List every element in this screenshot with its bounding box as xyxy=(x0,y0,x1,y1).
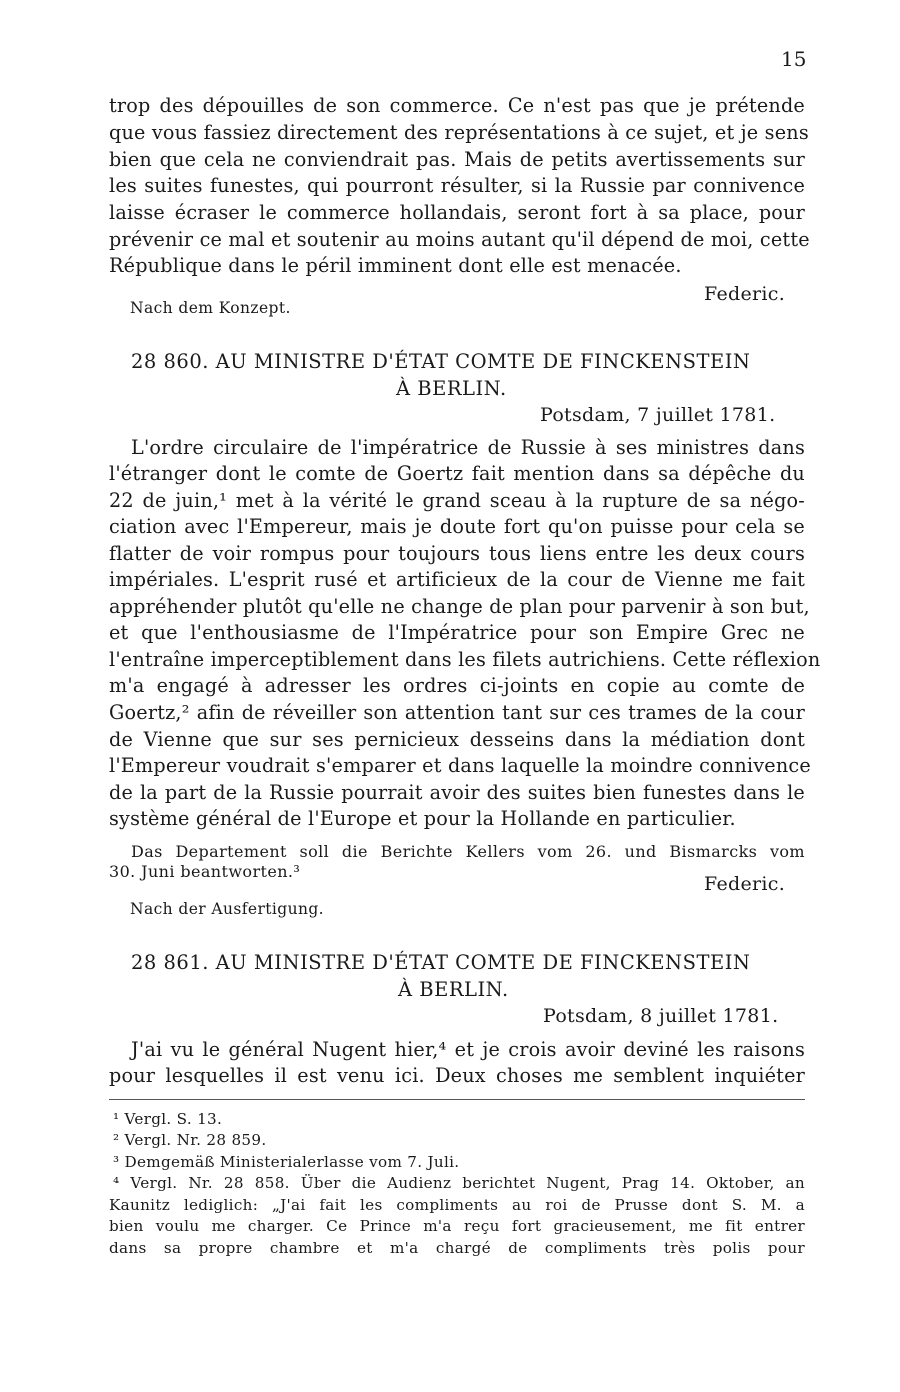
intro-line: République dans le péril imminent dont elle est menacée. xyxy=(109,254,682,277)
footnote: ³ Demgemäß Ministerialerlasse vom 7. Juli. xyxy=(113,1153,460,1171)
letter-body-line: de Vienne que sur ses pernicieux desseins dans la médiation dont xyxy=(109,728,805,751)
footnote-continuation: dans sa propre chambre et m'a chargé de compliments très polis pour xyxy=(109,1239,805,1257)
letter-heading-city: À BERLIN. xyxy=(398,978,509,1001)
letter-heading-city: À BERLIN. xyxy=(396,377,507,400)
intro-line: les suites funestes, qui pourront résulter, si la Russie par connivence xyxy=(109,174,805,197)
letter-place-date: Potsdam, 8 juillet 1781. xyxy=(543,1005,779,1027)
letter-body-line: J'ai vu le général Nugent hier,⁴ et je crois avoir deviné les raisons xyxy=(131,1038,805,1061)
department-note: Das Departement soll die Berichte Kellers vom 26. und Bismarcks vom xyxy=(131,842,805,861)
letter-place-date: Potsdam, 7 juillet 1781. xyxy=(540,404,776,426)
letter-body-line: l'entraîne imperceptiblement dans les filets autrichiens. Cette réflexion xyxy=(109,648,821,671)
footnote: ⁴ Vergl. Nr. 28 858. Über die Audienz berichtet Nugent, Prag 14. Oktober, an xyxy=(113,1174,805,1192)
intro-signature: Federic. xyxy=(704,283,786,305)
intro-line: prévenir ce mal et soutenir au moins autant qu'il dépend de moi, cette xyxy=(109,228,810,251)
intro-line: trop des dépouilles de son commerce. Ce n'est pas que je prétende xyxy=(109,94,805,117)
footnote: ² Vergl. Nr. 28 859. xyxy=(113,1131,267,1149)
letter-body-line: 22 de juin,¹ met à la vérité le grand sceau à la rupture de sa négo- xyxy=(109,489,805,512)
letter-body-line: ciation avec l'Empereur, mais je doute fort qu'on puisse pour cela se xyxy=(109,515,805,538)
intro-line: laisse écraser le commerce hollandais, seront fort à sa place, pour xyxy=(109,201,805,224)
letter-body-line: l'Empereur voudrait s'emparer et dans laquelle la moindre connivence xyxy=(109,754,811,777)
footnote: ¹ Vergl. S. 13. xyxy=(113,1110,223,1128)
intro-source-note: Nach dem Konzept. xyxy=(130,299,291,317)
intro-line: que vous fassiez directement des représentations à ce sujet, et je sens xyxy=(109,121,809,144)
department-note: 30. Juni beantworten.³ xyxy=(109,862,301,881)
footnote-continuation: bien voulu me charger. Ce Prince m'a reçu fort gracieusement, me fit entrer xyxy=(109,1217,805,1235)
letter-body-line: pour lesquelles il est venu ici. Deux choses me semblent inquiéter xyxy=(109,1064,805,1087)
letter-body-line: flatter de voir rompus pour toujours tous liens entre les deux cours xyxy=(109,542,805,565)
footnote-continuation: Kaunitz lediglich: „J'ai fait les compliments au roi de Prusse dont S. M. a xyxy=(109,1196,805,1214)
letter-body-line: appréhender plutôt qu'elle ne change de plan pour parvenir à son but, xyxy=(109,595,810,618)
letter-body-line: L'ordre circulaire de l'impératrice de Russie à ses ministres dans xyxy=(131,436,805,459)
letter-heading: 28 860. AU MINISTRE D'ÉTAT COMTE DE FINCKENSTEIN xyxy=(131,350,751,373)
letter-body-line: impériales. L'esprit rusé et artificieux de la cour de Vienne me fait xyxy=(109,568,805,591)
letter-body-line: l'étranger dont le comte de Goertz fait mention dans sa dépêche du xyxy=(109,462,805,485)
letter-source-note: Nach der Ausfertigung. xyxy=(130,900,324,918)
letter-body-line: Goertz,² afin de réveiller son attention tant sur ces trames de la cour xyxy=(109,701,805,724)
letter-signature: Federic. xyxy=(704,873,786,895)
letter-body-line: m'a engagé à adresser les ordres ci-joints en copie au comte de xyxy=(109,674,805,697)
page-number: 15 xyxy=(781,47,807,71)
footnote-rule xyxy=(109,1099,805,1100)
letter-body-line: et que l'enthousiasme de l'Impératrice pour son Empire Grec ne xyxy=(109,621,805,644)
letter-body-line: de la part de la Russie pourrait avoir des suites bien funestes dans le xyxy=(109,781,805,804)
letter-body-line: système général de l'Europe et pour la Hollande en particulier. xyxy=(109,807,736,830)
letter-heading: 28 861. AU MINISTRE D'ÉTAT COMTE DE FINCKENSTEIN xyxy=(131,951,751,974)
intro-line: bien que cela ne conviendrait pas. Mais de petits avertissements sur xyxy=(109,148,805,171)
